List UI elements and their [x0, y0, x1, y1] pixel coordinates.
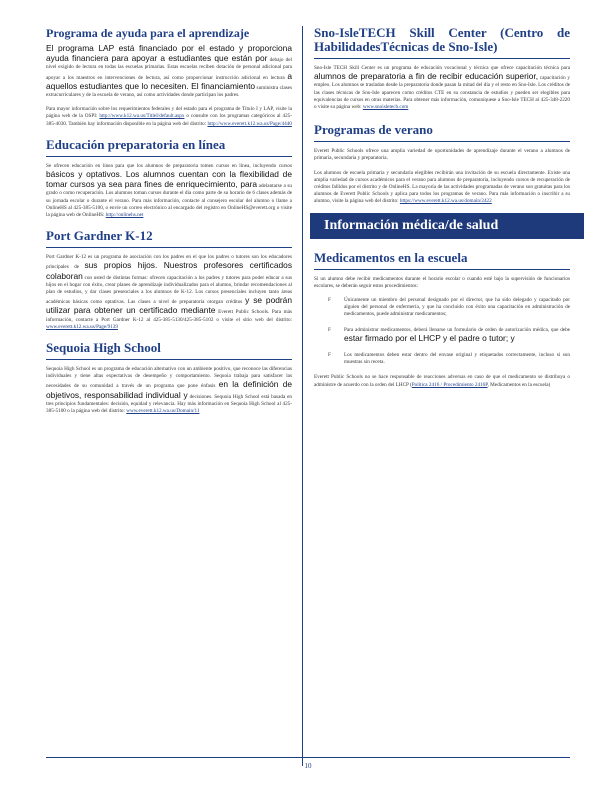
- bullet-icon: F: [328, 326, 331, 333]
- section-rule: [46, 359, 292, 360]
- title-i-link[interactable]: http://www.k12.wa.us/TitleI/default.aspx: [99, 113, 185, 120]
- port-gardner-title: Port Gardner K-12: [46, 228, 153, 244]
- lap-paragraph-1: El programa LAP está financiado por el estado y proporciona ayuda financiera para apoyar a estudiantes que están por debajo del nivel exigido de lectura en todas las escuelas primarias. Estas escuelas reciben dotación de personal adicional para apoyar a los maestros en intervenciones de lectura, así como proporcionar instrucción adicional en lectura a aquellos estudiantes que lo necesiten. El financiamiento suministra clases extracurriculares y de la escuela de verano, así como actividades donde participan los padres.: [46, 43, 293, 99]
- summer-paragraph-2: Los alumnos de escuela primaria y secundaria elegibles recibirán una invitación de su escuela directamente. Existe una amplia variedad de cursos académicos para el verano para alumnos de preparatoria, incluyendo cursos de recuperación de créditos fallidos por el distrito y de OnlineHS. La mayoría de las actividades programadas de verano son gratuitas para los alumnos de Everett Public Schools y aplica para todos los programas de verano. Para más información o inscribir a su alumno, visite la página web del distrito: https://www.everett.k12.wa.us/domain/2422: [314, 169, 570, 205]
- medications-section: [314, 251, 570, 389]
- list-item: F Para administrar medicamentos, deberá llenarse un formulario de orden de autorización médica, que debe estar firmado por el LHCP y el padre o tutor; y: [328, 326, 570, 343]
- summer-section: [314, 123, 570, 205]
- medications-intro: Si un alumno debe recibir medicamentos durante el horario escolar o cuando esté bajo la supervisión de funcionarios escolares, se deberán seguir estos procedimientos:: [314, 275, 570, 289]
- left-column: [46, 26, 292, 422]
- port-gardner-paragraph: Port Gardner K-12 es un programa de asociación con los padres en el que los padres o tutores son los educadores principales de sus propios hijos. Nuestros profesores certificados colaboran con usted de distintas formas: ofrecen capacitación a los padres y tutores para poder educar a sus hijos en el hogar con éxito, crear planes de aprendizaje individualizados para el alumno, brindar recomendaciones al plan de estudios, y dar clases presenciales a los alumnos de K-12. Los cursos presenciales incluyen tanto áreas académicas básicas como optativas. Las clases a nivel de preparatoria otorgan créditos y se podrán utilizar para obtener un certificado mediante Everett Public Schools. Para más información, contacte a Port Gardner K-12 al 425-385-5130/425-385-5102 o visite el sitio web del distrito: www.everett.k12.wa.us/Page/9139: [46, 254, 293, 330]
- summer-title: Programas de verano: [314, 122, 433, 138]
- sequoia-link[interactable]: www.everett.k12.wa.us/Domain/11: [126, 408, 200, 415]
- page-number: 10: [304, 762, 312, 770]
- sequoia-section: [46, 341, 292, 415]
- port-gardner-link[interactable]: www.everett.k12.wa.us/Page/9139: [46, 323, 118, 330]
- online-hs-title: Educación preparatoria en línea: [46, 136, 226, 152]
- sno-isle-section: [314, 26, 570, 111]
- sequoia-paragraph: Sequoia High School es un programa de educación alternativo con un ambiente positivo, que reconoce las diferencias individuales y tiene altas expectativas de desempeño y comportamiento. Sequoia trabaja para satisfacer las necesidades de su comunidad a través de un programa que pone énfasis en la definición de objetivos, responsabilidad individual y decisiones. Sequoia High School está basada en tres principios fundamentales: decisión, equidad y relevancia. Hay más información en Sequoia High School al 425-385-5100 o la página web del distrito: www.everett.k12.wa.us/Domain/11: [46, 366, 293, 415]
- list-item: F Únicamente un miembro del personal designado por el director, que ha sido delegado y capacitado por alguien del personal de enfermería, y que ha concluido con éxito una capacitación en administración de medicamentos, puede administrar medicamentos;: [328, 297, 570, 318]
- sequoia-title: Sequoia High School: [46, 340, 161, 356]
- lap-title: Programa de ayuda para el aprendizaje: [46, 26, 250, 40]
- port-gardner-section: [46, 229, 292, 331]
- summer-paragraph-1: Everett Public Schools ofrece una amplia variedad de oportunidades de aprendizaje durante el verano a alumnos de primaria, secundaria y preparatoria.: [314, 148, 570, 162]
- section-rule: [314, 141, 570, 142]
- onlinehs-link[interactable]: http://onlinehs.net: [105, 212, 144, 219]
- right-column: [314, 26, 570, 396]
- section-rule: [314, 269, 570, 270]
- medications-outro: Everett Public Schools no se hace responsable de reacciones adversas en caso de que el medicamento se distribuya o administre de acuerdo con la orden del LHCP (Política 2416 / Procedimiento 2416P, Medicamentos en la escuela): [314, 374, 570, 388]
- policy-link[interactable]: Política 2416 / Procedimiento 2416P: [411, 381, 488, 388]
- bullet-icon: F: [328, 352, 331, 359]
- sno-isle-title: Sno-IsleTECH Skill Center (Centro de HabilidadesTécnicas de Sno-Isle): [314, 25, 570, 54]
- online-hs-section: [46, 138, 292, 219]
- health-banner: Información médica/de salud: [310, 213, 584, 239]
- summer-link[interactable]: https://www.everett.k12.wa.us/domain/2422: [399, 198, 492, 205]
- sno-isle-link[interactable]: www.snoisletech.com: [362, 104, 409, 111]
- lap-section: [46, 26, 292, 128]
- bullet-icon: F: [328, 297, 331, 304]
- list-item: F Los medicamentos deben estar dentro del envase original y etiquetados correctamente, incluso si son muestras sin receta.: [328, 352, 570, 366]
- section-rule: [46, 247, 292, 248]
- footer-rule: [46, 757, 570, 758]
- section-rule: [314, 58, 570, 59]
- section-rule: [46, 156, 292, 157]
- district-lap-link[interactable]: http://www.everett.k12.wa.us/Page/4440: [207, 120, 292, 127]
- sno-isle-paragraph: Sno-Isle TECH Skill Center es un programa de educación vocacional y técnica que ofrece capacitación técnica para alumnos de preparatoria a fin de recibir educación superior, capacitación y empleo. Los alumnos se trasladan desde la preparatoria donde pasan la mitad del día y el resto en Sno-Isle. Los créditos de las clases técnicas de Sno-Isle aparecen como créditos CTE en su constancia de estudios y pueden ser elegibles para equivalencias de cursos en otras materias. Para obtener más información, comuníquese a Sno-Isle TECH al 425-348-2220 o visite su página web: www.snoisletech.com: [314, 65, 570, 111]
- online-hs-paragraph: Se ofrecen educación en línea para que los alumnos de preparatoria tomen cursos en línea, incluyendo cursos básicos y optativos. Los alumnos cuentan con la flexibilidad de tomar cursos ya sea para fines de enriquecimiento, para adelantarse a su grado o como recuperación. Los alumnos toman cursos durante el día como parte de su horario de 6 clases además de su jornada escolar o durante el verano. Para más información, contacte al consejero escolar del alumno o llame a OnlineHS al 425-385-5100, o envíe un correo electrónico al encargado del registro en OnlineHS@everett.org o visite la página web de OnlineHS: http://onlinehs.net: [46, 162, 292, 219]
- lap-paragraph-2: Para mayor información sobre los requerimientos federales y del estado para el programa de Título I y LAP, visite la página web de la OSPI: http://www.k12.wa.us/TitleI/default.aspx o consulte con los programas categóricos al 425-385-4030. También hay información disponible en la página web del distrito: http://www.everett.k12.wa.us/Page/4440: [46, 106, 292, 127]
- medications-title: Medicamentos en la escuela: [314, 249, 468, 265]
- column-divider: [302, 26, 303, 766]
- medications-list: [314, 297, 570, 366]
